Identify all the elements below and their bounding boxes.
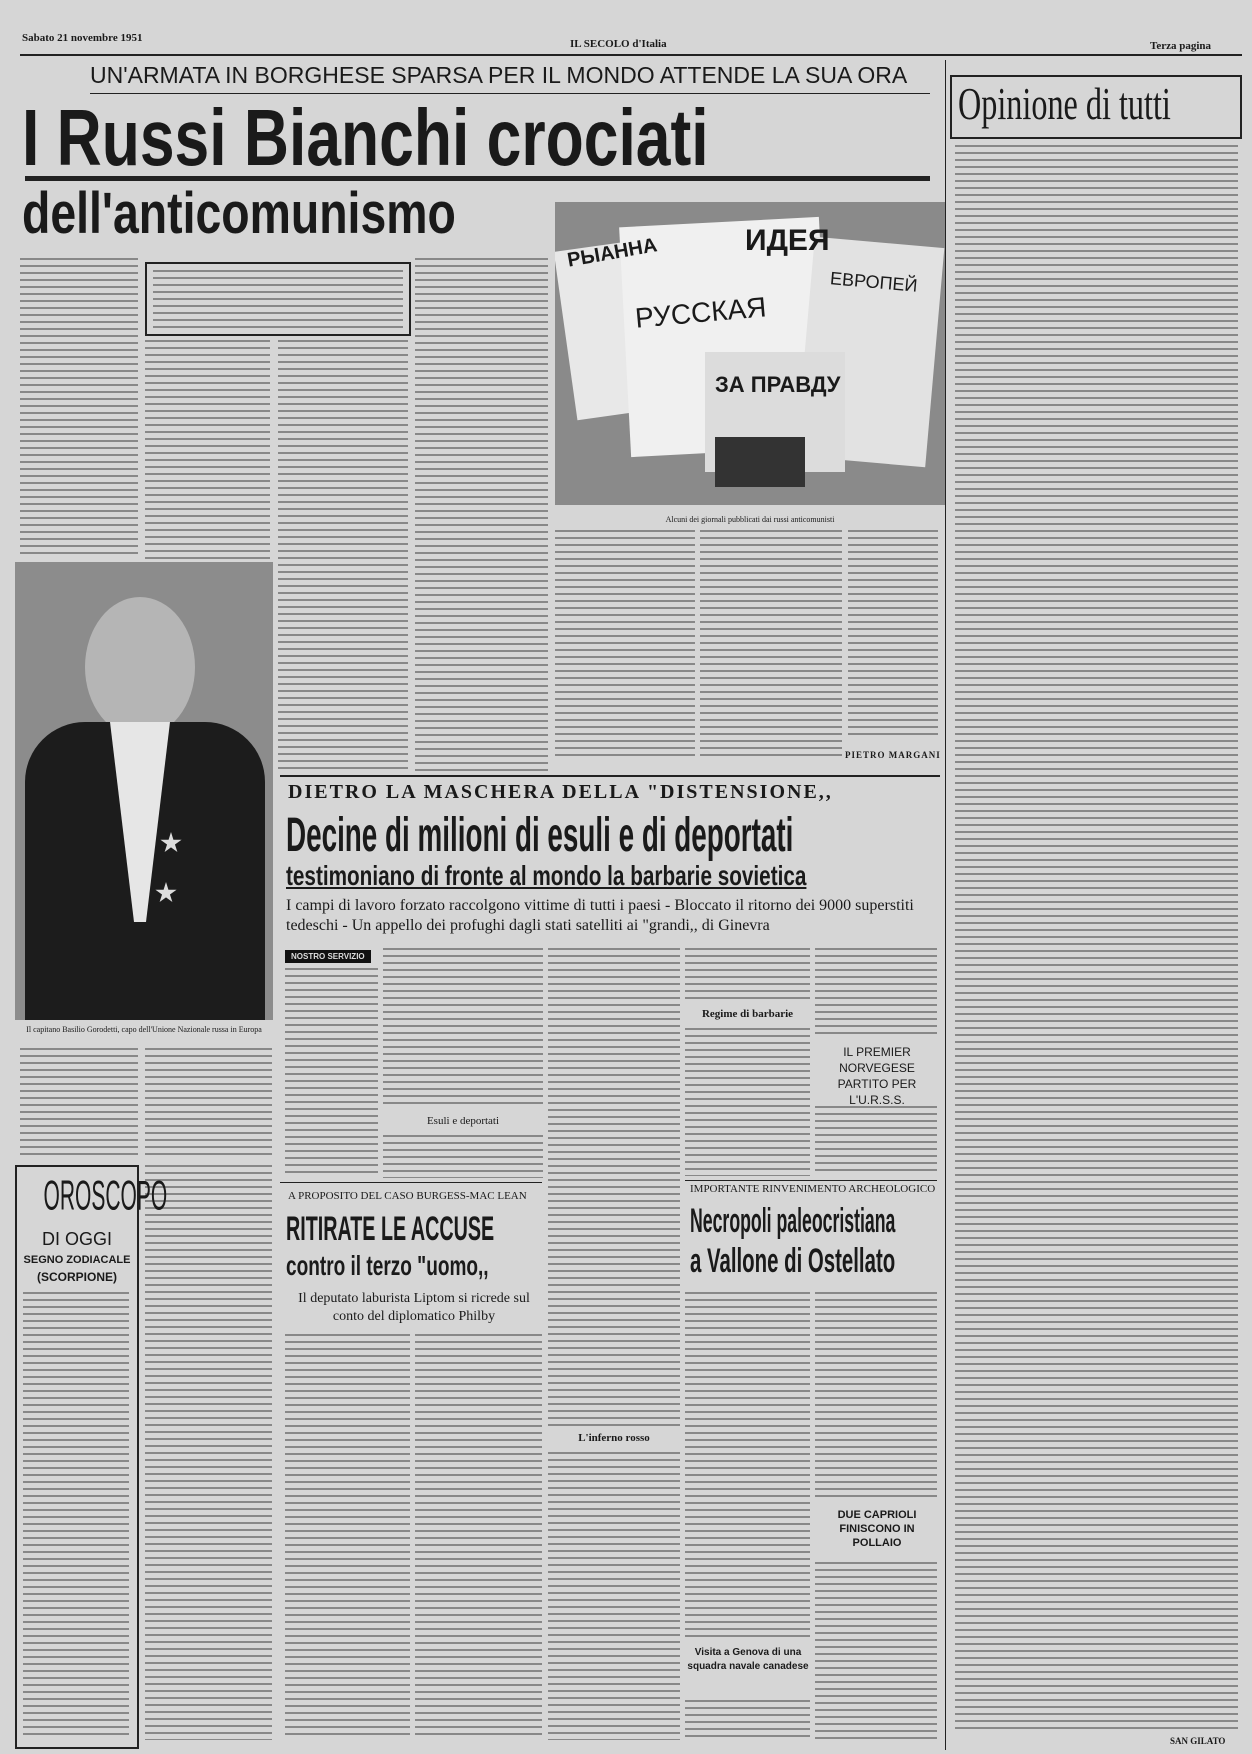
body-text-column: [285, 968, 378, 1178]
body-text-column: [145, 1048, 272, 1158]
body-text-column: [815, 1292, 937, 1500]
subhead-regime: Regime di barbarie: [701, 1008, 794, 1020]
necropoli-headline: Necropoli paleocristiana: [690, 1202, 896, 1240]
subhead-esuli: Esuli e deportati: [426, 1115, 500, 1127]
photo-label: РЫАННА: [565, 234, 659, 272]
body-text-column: [848, 530, 938, 740]
portrait-photo: [15, 562, 273, 1020]
body-text-column: [548, 1452, 680, 1740]
body-text-column: [555, 530, 695, 760]
lead-headline: I Russi Bianchi crociati: [22, 93, 709, 182]
body-text-column: [548, 948, 680, 1428]
subhead-inferno: L'inferno rosso: [578, 1432, 650, 1444]
body-text-column: [415, 1334, 542, 1740]
body-text-column: [815, 1562, 937, 1740]
burgess-headline: RITIRATE LE ACCUSE: [286, 1210, 495, 1248]
opinion-header: [950, 75, 1242, 139]
body-text-column: [278, 340, 408, 770]
service-label: NOSTRO SERVIZIO: [285, 950, 371, 963]
body-text-column: [145, 340, 270, 560]
photo-caption: Alcuni dei giornali pubblicati dai russi anticomunisti: [665, 515, 835, 524]
opinion-signature: SAN GILATO: [1170, 1736, 1226, 1746]
header-rule: [20, 54, 1242, 56]
body-text-column: [815, 1106, 937, 1176]
body-text-column: [145, 1165, 272, 1740]
lead-kicker: UN'ARMATA IN BORGHESE SPARSA PER IL MONDO ATTENDE LA SUA ORA: [90, 62, 908, 88]
necropoli-headline-2: a Vallone di Ostellato: [690, 1242, 896, 1280]
section-rule: [280, 775, 940, 777]
body-text-column: [23, 1292, 129, 1737]
photo-label: РУССКАЯ: [633, 291, 768, 334]
body-text-column: [383, 1135, 543, 1178]
page-label: Terza pagina: [1150, 40, 1212, 52]
body-text-column: [815, 948, 937, 1038]
body-text-column: [285, 1334, 410, 1740]
horoscope-sign: (SCORPIONE): [36, 1270, 117, 1284]
body-text-column: [685, 1700, 810, 1740]
caprioli-title: DUE CAPRIOLI FINISCONO IN POLLAIO: [837, 1509, 917, 1549]
horoscope-title: OROSCOPO: [43, 1173, 168, 1220]
issue-date: Sabato 21 novembre 1951: [22, 32, 143, 44]
lead-headline-2: dell'anticomunismo: [22, 181, 456, 246]
opinion-title: Opinione di tutti: [958, 78, 1171, 129]
body-text-column: [415, 258, 548, 773]
body-text-column: [685, 948, 810, 1003]
main-headline: Decine di milioni di esuli e di deportati: [286, 809, 794, 862]
author: PIETRO MARGANI: [845, 750, 941, 760]
body-text-column: [685, 1292, 810, 1640]
main-subhead: testimoniano di fronte al mondo la barbarie sovietica: [286, 860, 807, 891]
main-deck: I campi di lavoro forzato raccolgono vittime di tutti i paesi - Bloccato il ritorno dei 9000 superstiti tedeschi - Un appello dei profughi dagli stati satelliti ai "grandi,, di Ginevra: [286, 897, 914, 934]
horoscope-box: [15, 1165, 168, 1749]
portrait-caption: Il capitano Basilio Gorodetti, capo dell'Unione Nazionale russa in Europa: [26, 1025, 262, 1034]
photo-label: ИДЕЯ: [745, 224, 830, 257]
section-rule: [685, 1180, 937, 1181]
intro-box: [145, 262, 411, 336]
necropoli-kicker: IMPORTANTE RINVENIMENTO ARCHEOLOGICO: [690, 1183, 936, 1195]
burgess-deck: Il deputato laburista Liptom si ricrede sul conto del diplomatico Philby: [298, 1291, 530, 1324]
horoscope-subtitle: DI OGGI: [41, 1229, 112, 1249]
newspapers-photo: [555, 202, 945, 505]
body-text-column: [20, 1048, 138, 1158]
column-rule: [945, 60, 946, 1750]
section-rule: [280, 1182, 542, 1183]
burgess-headline-2: contro il terzo "uomo,,: [286, 1250, 489, 1281]
masthead: IL SECOLO d'Italia: [570, 38, 667, 50]
genova-title: Visita a Genova di una squadra navale canadese: [687, 1647, 809, 1672]
photo-label: ЗА ПРАВДУ: [715, 372, 841, 397]
body-text-column: [685, 1028, 810, 1176]
body-text-column: [955, 145, 1238, 1730]
premier-title: IL PREMIER NORVEGESE PARTITO PER L'U.R.S.S.: [837, 1045, 917, 1107]
body-text-column: [700, 530, 842, 760]
body-text-column: [20, 258, 138, 558]
body-text-column: [383, 948, 543, 1108]
main-kicker: DIETRO LA MASCHERA DELLA "DISTENSIONE,,: [288, 781, 833, 803]
burgess-kicker: A PROPOSITO DEL CASO BURGESS-MAC LEAN: [288, 1190, 527, 1202]
horoscope-sign-label: SEGNO ZODIACALE: [23, 1254, 131, 1266]
photo-label: ЕВРОПЕЙ: [829, 268, 919, 296]
body-text-column: [153, 270, 403, 328]
